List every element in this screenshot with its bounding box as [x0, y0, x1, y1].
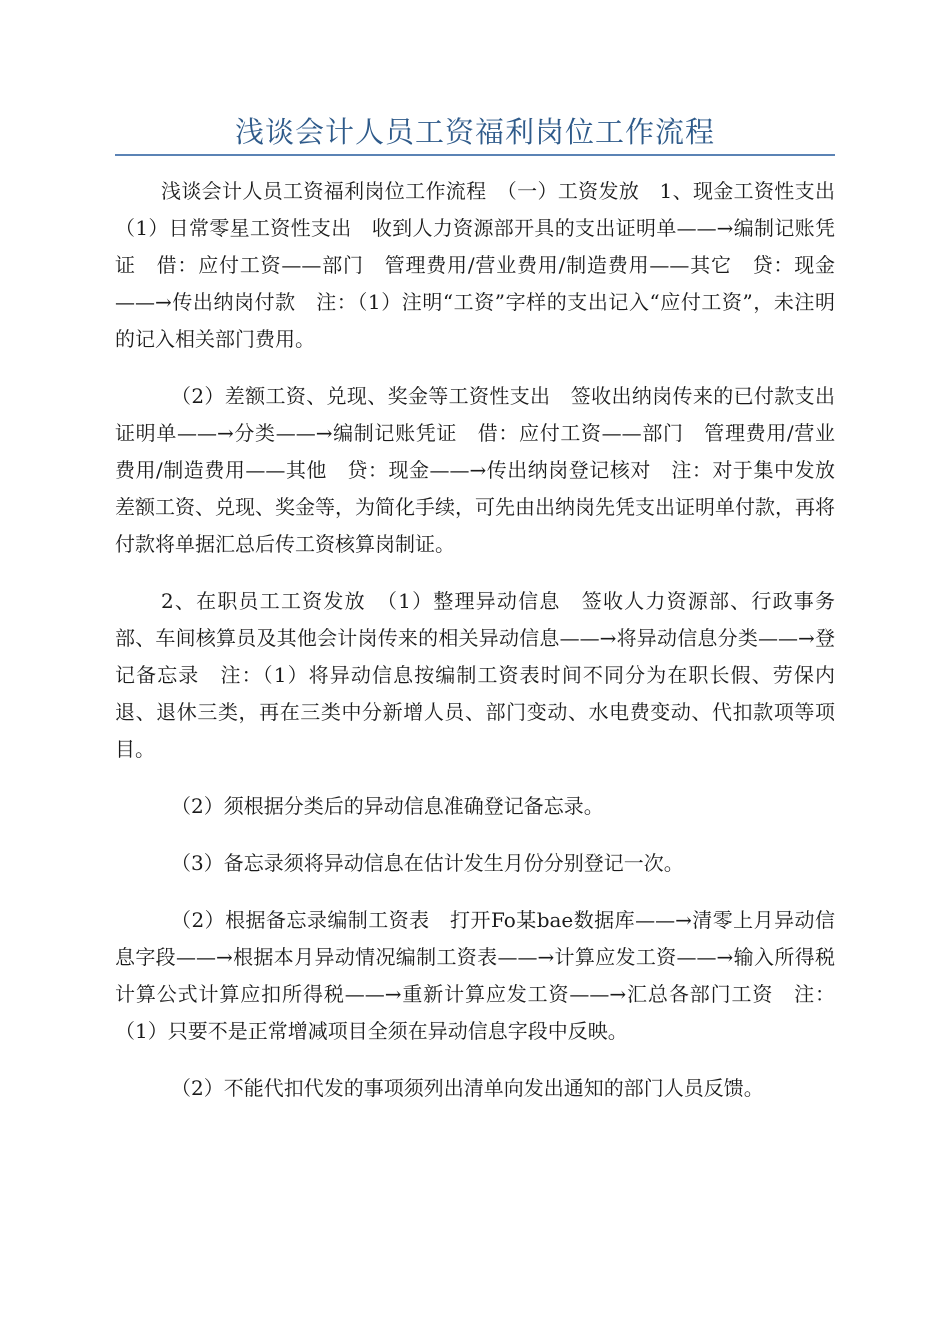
paragraph-6: （2）根据备忘录编制工资表 打开Fo某bae数据库——→清零上月异动信息字段——→根据本月异动情况编制工资表——→计算应发工资——→输入所得税计算公式计算应扣所得税——→重新计算应发工资——→汇总各部门工资 注：（1）只要不是正常增减项目全须在异动信息字段中反映。: [115, 908, 835, 1043]
paragraph-4: （2）须根据分类后的异动信息准确登记备忘录。: [171, 794, 604, 818]
paragraph-3: 2、在职员工工资发放 （1）整理异动信息 签收人力资源部、行政事务部、车间核算员及其他会计岗传来的相关异动信息——→将异动信息分类——→登记备忘录 注：（1）将异动信息按编制工资表时间不同分为在职长假、劳保内退、退休三类，再在三类中分新增人员、部门变动、水电费变动、代扣款项等项目。: [115, 589, 835, 761]
document-title: 浅谈会计人员工资福利岗位工作流程: [234, 115, 715, 149]
title-underline: [115, 154, 835, 156]
paragraph-1: 浅谈会计人员工资福利岗位工作流程 （一）工资发放 1、现金工资性支出 （1）日常零星工资性支出 收到人力资源部开具的支出证明单——→编制记账凭证 借：应付工资——部门 管理费用/营业费用/制造费用——其它 贷：现金——→传出纳岗付款 注：（1）注明“工资”字样的支出记入“应付工资”，未注明的记入相关部门费用。: [115, 179, 855, 351]
paragraph-5: （3）备忘录须将异动信息在估计发生月份分别登记一次。: [171, 851, 684, 875]
document-body: [115, 173, 855, 1127]
paragraph-7: （2）不能代扣代发的事项须列出清单向发出通知的部门人员反馈。: [171, 1076, 764, 1100]
paragraph-2: （2）差额工资、兑现、奖金等工资性支出 签收出纳岗传来的已付款支出证明单——→分类——→编制记账凭证 借：应付工资——部门 管理费用/营业费用/制造费用——其他 贷：现金——→传出纳岗登记核对 注：对于集中发放差额工资、兑现、奖金等，为简化手续，可先由出纳岗先凭支出证明单付款，再将付款将单据汇总后传工资核算岗制证。: [115, 384, 835, 556]
